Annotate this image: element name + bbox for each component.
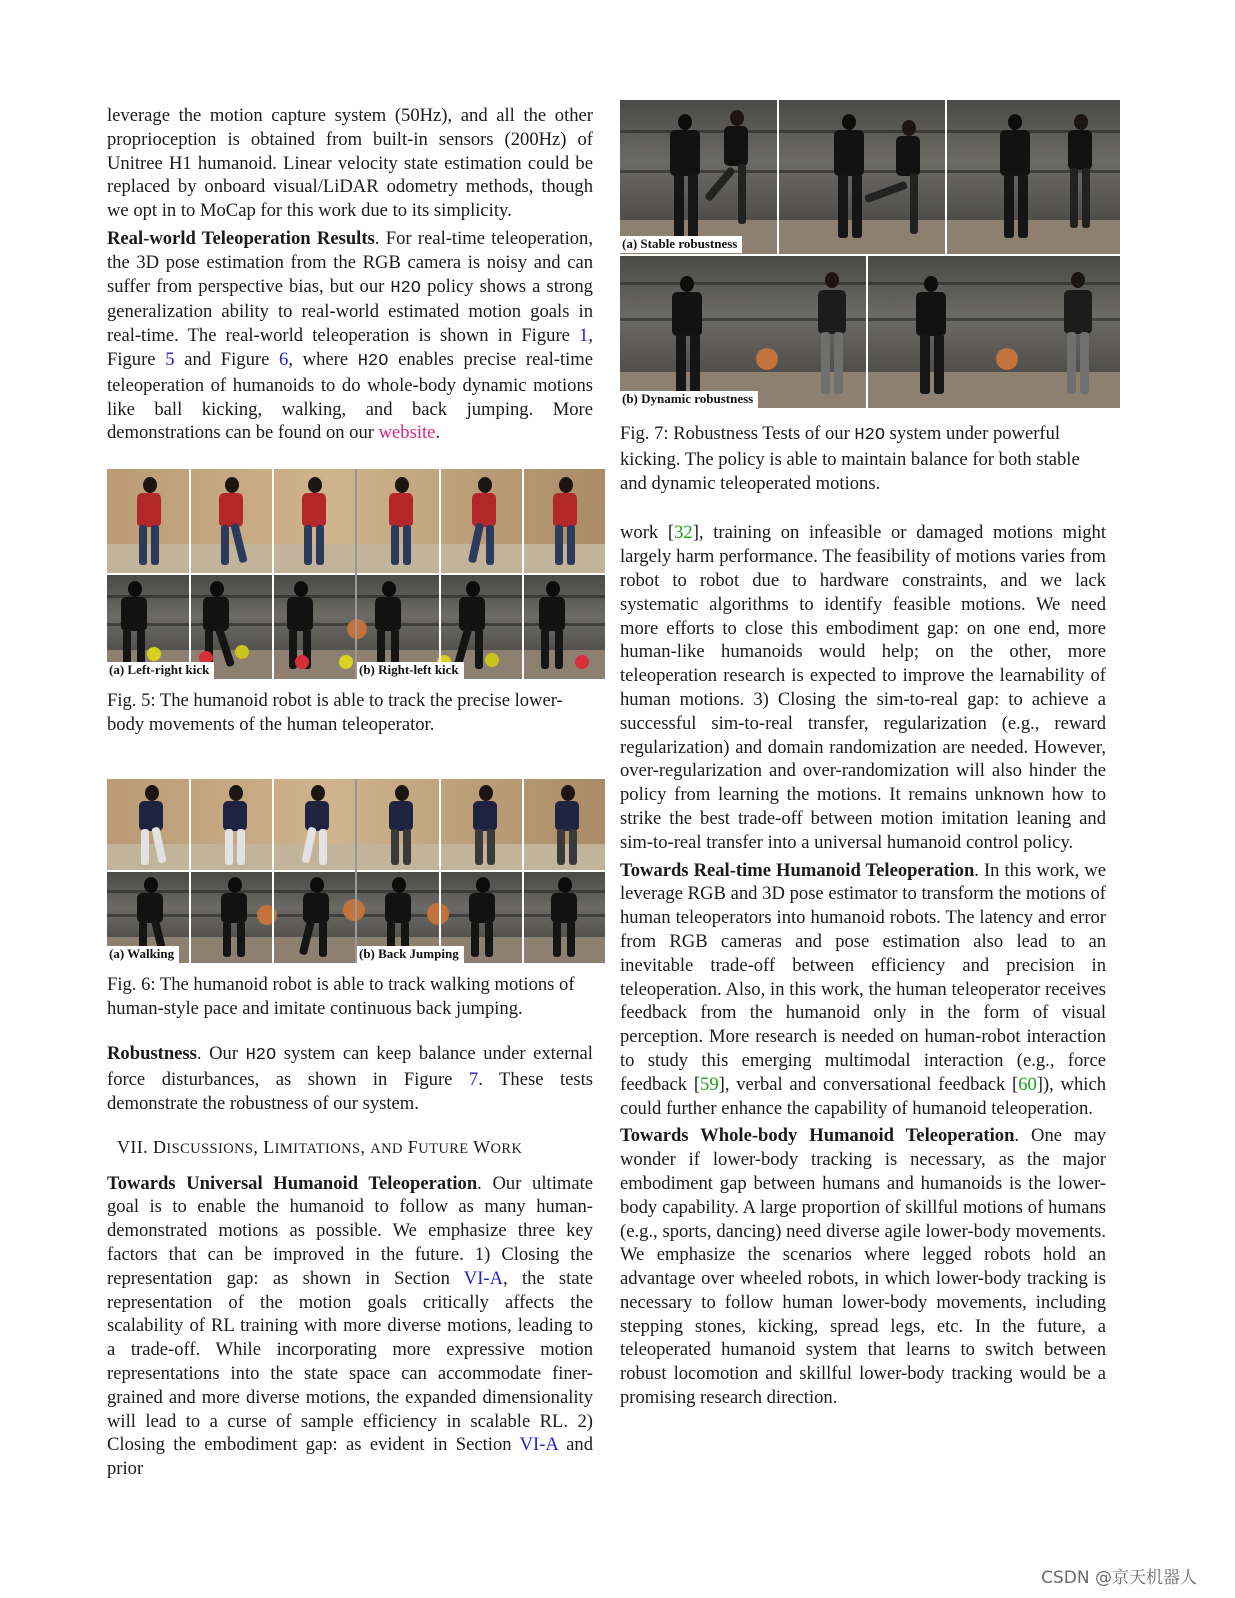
h2o-term: H2O <box>390 278 421 298</box>
figure-6b-label: (b) Back Jumping <box>357 946 464 963</box>
robustness-text-2: system can keep balance under external force disturbances, as shown in Figure <box>107 1043 593 1091</box>
figure-1-link[interactable]: 1 <box>579 325 589 347</box>
website-link[interactable]: website <box>378 422 436 444</box>
citation-60-link[interactable]: 60 <box>1018 1073 1037 1095</box>
teleop-heading: Real-world Teleoperation Results <box>107 227 375 249</box>
figure-7-photos <box>620 100 1120 408</box>
heading-smallcaps: UTURE <box>418 1140 469 1157</box>
wholebody-paragraph <box>620 1124 1106 1410</box>
ball <box>257 905 277 925</box>
citation-59-link[interactable]: 59 <box>700 1073 719 1095</box>
continuation-text-1: work [ <box>620 522 675 544</box>
section-vi-a-link[interactable]: VI-A <box>463 1267 504 1289</box>
wholebody-text-1: . One may wonder if lower-body tracking is necessary, as the major embodiment gap between humans and humanoids is the lower-body capability. A large proportion of skillful motions of humans (e.g., sports, dancing) need diverse agile lower-body movements. We emphasize the scenarios where legged robots hold an advantage over wheeled robots, in which lower-body tracking is necessary to follow human lower-body movements, including stepping stones, kicking, spread legs, etc. In the future, a teleoperated humanoid system that learns to switch between robust locomotion and skillful lower-body tracking would be a promising research direction. <box>620 1125 1106 1409</box>
heading-cap: D <box>153 1136 167 1157</box>
realtime-text-3: ]), which could further enhance the capability of humanoid teleoperation. <box>620 1073 1106 1119</box>
citation-32-link[interactable]: 32 <box>674 522 693 544</box>
figure-6-caption: Fig. 6: The humanoid robot is able to track walking motions of human-style pace and imitate continuous back jumping. <box>107 973 575 1019</box>
universal-heading: Towards Universal Humanoid Teleoperation <box>107 1172 478 1194</box>
figure-5b-label: (b) Right-left kick <box>357 662 464 679</box>
robustness-text-1: . Our <box>196 1043 246 1065</box>
h2o-term: H2O <box>245 1046 277 1066</box>
figure-7a-label: (a) Stable robustness <box>620 236 742 253</box>
ball <box>343 899 365 921</box>
teleop-text-1: . For real-time teleoperation, the 3D pose estimation from the RGB camera is noisy and can suffer from perspective bias, but our <box>107 227 593 297</box>
teleop-text-6: enables precise real-time teleoperation of humanoids to do whole-body dynamic motions like ball kicking, walking, and back jumping. More demonstrations can be found on our <box>107 348 593 444</box>
universal-text-3: and prior <box>107 1434 594 1480</box>
teleop-text-3: , Figure <box>107 325 593 370</box>
teleop-text-4: and Figure <box>174 348 280 370</box>
h2o-term: H2O <box>854 426 886 445</box>
figure-5-caption: Fig. 5: The humanoid robot is able to track the precise lower-body movements of the human teleoperator. <box>107 690 563 735</box>
figure-5a-label: (a) Left-right kick <box>107 662 214 679</box>
realtime-text-1: . In this work, we leverage RGB and 3D pose estimator to transform the motions of human teleoperators into humanoid robots. The latency and error from RGB cameras and pose estimation also lead to an inevitable trade-off between efficiency and precision in teleoperation. Also, in this work, the human teleoperator receives feedback from the humanoid only in the form of visual perception. More research is needed on human-robot interaction to study this emerging multimodal interaction (e.g., force feedback [ <box>620 859 1106 1095</box>
figure-5-photos <box>107 469 605 679</box>
heading-cap: W <box>473 1136 491 1157</box>
section-vi-a-link[interactable]: VI-A <box>519 1434 558 1456</box>
robustness-text-3: . These tests demonstrate the robustness of our system. <box>107 1069 594 1114</box>
realtime-paragraph <box>620 859 1106 1121</box>
figure-5-link[interactable]: 5 <box>165 348 175 370</box>
heading-smallcaps: ISCUSSIONS <box>166 1140 254 1157</box>
intro-paragraph: leverage the motion capture system (50Hz), and all the other proprioception is obtained from built-in sensors (200Hz) of Unitree H1 humanoid. Linear velocity state estimation could be replaced by onboard visual/LiDAR odometry methods, though we opt in to MoCap for this work due to its simplicity. <box>107 105 593 222</box>
figure-6a-label: (a) Walking <box>107 946 179 963</box>
figure-6-link[interactable]: 6 <box>279 348 289 370</box>
universal-paragraph <box>107 1172 593 1481</box>
section-vii-heading: VII. DISCUSSIONS, LIMITATIONS, AND FUTURE WORK <box>117 1136 523 1157</box>
csdn-watermark: CSDN @京天机器人 <box>1041 1568 1197 1588</box>
continuation-text-2: ], training on infeasible or damaged motions might largely harm performance. The feasibility of motions varies from robot to robot due to hardware constraints, and we lack systematic algorithms to identify feasible motions. We need more efforts to close this embodiment gap: on one end, more human-like humanoids would help; on the other, more teleoperation research is expected to improve the learnability of human motions. 3) Closing the sim-to-real gap: to achieve a successful sim-to-real transfer, regularization (e.g., reward regularization) and domain randomization are needed. However, over-regularization and over-randomization will also hinder the policy from learning the motions. It remains unknown how to strike the best trade-off between motion imitation leaning and sim-to-real transfer into a universal humanoid control policy. <box>620 522 1106 853</box>
robustness-heading: Robustness <box>107 1043 197 1065</box>
figure-7-caption-2: system under powerful kicking. The policy is able to maintain balance for both stable and dynamic teleoperated motions. <box>620 423 1080 494</box>
ball <box>996 348 1018 370</box>
ball <box>756 348 778 370</box>
teleop-text-2: policy shows a strong generalization ability to real-world estimated motion goals in real-time. The real-world teleoperation is shown in Figure <box>107 275 593 347</box>
heading-smallcaps: IMITATIONS <box>274 1140 361 1157</box>
heading-cap: L <box>263 1136 275 1157</box>
left-column <box>107 104 593 1481</box>
robustness-paragraph <box>107 1042 593 1115</box>
realtime-heading: Towards Real-time Humanoid Teleoperation <box>620 859 975 881</box>
heading-smallcaps: AND <box>370 1140 403 1157</box>
figure-6-photos <box>107 779 605 963</box>
teleop-text-5: , where <box>288 348 358 370</box>
section-number: VII. <box>117 1136 153 1157</box>
figure-7b-label: (b) Dynamic robustness <box>620 391 758 408</box>
realtime-text-2: ], verbal and conversational feedback [ <box>718 1073 1019 1095</box>
continuation-paragraph <box>620 521 1106 854</box>
universal-text-2: , the state representation of the motion goals critically affects the scalability of RL training with more diverse motions, leading to a trade-off. While incorporating more expressive motion representations into the state space can accommodate finer-grained and more diverse motions, the expanded dimensionality will lead to a curse of sample efficiency in scalable RL. 2) Closing the embodiment gap: as evident in Section <box>107 1267 593 1456</box>
figure-5 <box>107 469 593 737</box>
h2o-term: H2O <box>357 351 389 371</box>
teleop-paragraph <box>107 227 593 445</box>
ball <box>427 903 449 925</box>
teleop-text-7: . <box>435 422 441 444</box>
heading-smallcaps: ORK <box>490 1140 523 1157</box>
figure-7 <box>620 100 1106 495</box>
heading-cap: F <box>407 1136 419 1157</box>
wholebody-heading: Towards Whole-body Humanoid Teleoperation <box>620 1125 1015 1147</box>
figure-7-caption-1: Fig. 7: Robustness Tests of our <box>620 423 855 444</box>
right-column <box>620 100 1106 1410</box>
figure-6 <box>107 779 593 1021</box>
figure-7-caption <box>620 422 1106 495</box>
universal-text-1: . Our ultimate goal is to enable the humanoid to follow as many human-demonstrated motions as possible. We emphasize three key factors that can be improved in the future. 1) Closing the representation gap: as shown in Section <box>107 1172 593 1289</box>
figure-7-link[interactable]: 7 <box>468 1069 479 1091</box>
